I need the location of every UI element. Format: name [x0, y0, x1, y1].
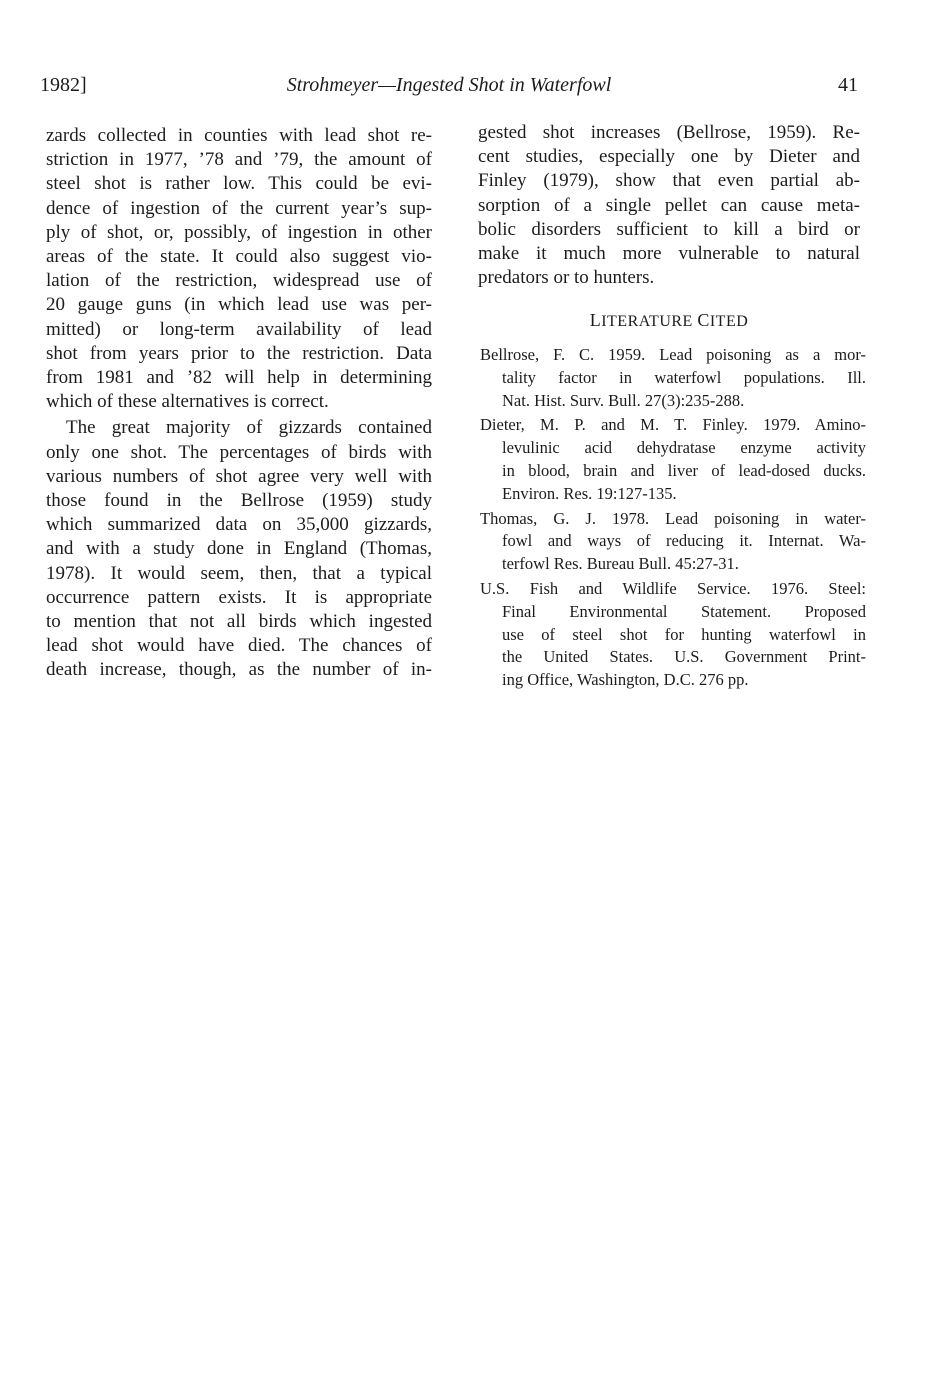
- text-line: steel shot is rather low. This could be evi-: [46, 173, 432, 195]
- text-line: which of these alternatives is correct.: [46, 391, 329, 413]
- text-line: ply of shot, or, possibly, of ingestion in other: [46, 221, 432, 243]
- text-line: various numbers of shot agree very well with: [46, 465, 432, 487]
- reference-line: in blood, brain and liver of lead-dosed ducks.: [502, 460, 866, 480]
- running-head: [40, 74, 858, 100]
- reference-line: Thomas, G. J. 1978. Lead poisoning in water-: [480, 508, 866, 528]
- body-paragraph: [46, 124, 432, 414]
- text-line: bolic disorders sufficient to kill a bird or: [478, 218, 860, 240]
- text-line: occurrence pattern exists. It is appropriate: [46, 586, 432, 608]
- text-line: predators or to hunters.: [478, 267, 655, 289]
- text-line: sorption of a single pellet can cause meta-: [478, 194, 860, 216]
- reference-line: Environ. Res. 19:127-135.: [502, 483, 677, 503]
- text-line: which summarized data on 35,000 gizzards,: [46, 514, 432, 536]
- reference-entry: [480, 578, 866, 692]
- text-line: lead shot would have died. The chances of: [46, 635, 432, 657]
- text-line: dence of ingestion of the current year’s sup-: [46, 197, 432, 219]
- running-head-title: Strohmeyer—Ingested Shot in Waterfowl: [286, 74, 612, 96]
- text-line: death increase, though, as the number of in-: [46, 659, 432, 681]
- reference-line: Final Environmental Statement. Proposed: [502, 601, 866, 621]
- body-paragraph: [46, 416, 432, 682]
- right-column: [478, 121, 860, 290]
- text-line: areas of the state. It could also suggest vio-: [46, 246, 432, 268]
- reference-line: use of steel shot for hunting waterfowl in: [502, 624, 866, 644]
- reference-line: Bellrose, F. C. 1959. Lead poisoning as a mor-: [480, 345, 866, 364]
- text-line: Finley (1979), show that even partial ab-: [478, 170, 860, 192]
- text-line: zards collected in counties with lead shot re-: [46, 125, 432, 146]
- reference-entry: [480, 508, 866, 576]
- text-line: and with a study done in England (Thomas,: [46, 538, 432, 560]
- reference-line: Nat. Hist. Surv. Bull. 27(3):235-288.: [502, 390, 745, 410]
- reference-line: ing Office, Washington, D.C. 276 pp.: [502, 670, 749, 690]
- text-line: only one shot. The percentages of birds with: [46, 441, 432, 463]
- reference-line: tality factor in waterfowl populations. Ill.: [502, 367, 866, 387]
- reference-line: Dieter, M. P. and M. T. Finley. 1979. Amino-: [480, 415, 866, 435]
- text-line: shot from years prior to the restriction. Data: [46, 342, 432, 364]
- text-line: those found in the Bellrose (1959) study: [46, 490, 432, 512]
- reference-line: fowl and ways of reducing it. Internat. Wa-: [502, 531, 866, 551]
- text-line: 1978). It would seem, then, that a typical: [46, 562, 432, 584]
- body-paragraph: [478, 121, 860, 290]
- section-heading-text: LITERATURE CITED: [589, 310, 749, 330]
- running-head-year: 1982]: [40, 74, 87, 96]
- text-line: from 1981 and ’82 will help in determining: [46, 367, 432, 389]
- text-line: The great majority of gizzards contained: [66, 417, 432, 439]
- reference-line: the United States. U.S. Government Print-: [502, 647, 866, 667]
- reference-entry: [480, 344, 866, 412]
- text-line: make it much more vulnerable to natural: [478, 243, 860, 265]
- text-line: cent studies, especially one by Dieter and: [478, 146, 860, 168]
- reference-list: [480, 344, 866, 694]
- text-line: 20 gauge guns (in which lead use was per-: [46, 294, 432, 316]
- text-line: to mention that not all birds which ingested: [46, 611, 432, 633]
- literature-cited-heading: [478, 310, 860, 331]
- text-line: striction in 1977, ’78 and ’79, the amount of: [46, 149, 432, 171]
- page-number: 41: [838, 74, 858, 96]
- reference-line: levulinic acid dehydratase enzyme activity: [502, 438, 866, 458]
- reference-line: terfowl Res. Bureau Bull. 45:27-31.: [502, 554, 739, 574]
- text-line: mitted) or long-term availability of lead: [46, 318, 432, 340]
- left-column: [46, 124, 432, 683]
- reference-line: U.S. Fish and Wildlife Service. 1976. Steel:: [480, 578, 866, 598]
- reference-entry: [480, 414, 866, 505]
- text-line: lation of the restriction, widespread use of: [46, 270, 432, 292]
- text-line: gested shot increases (Bellrose, 1959). Re-: [478, 122, 860, 143]
